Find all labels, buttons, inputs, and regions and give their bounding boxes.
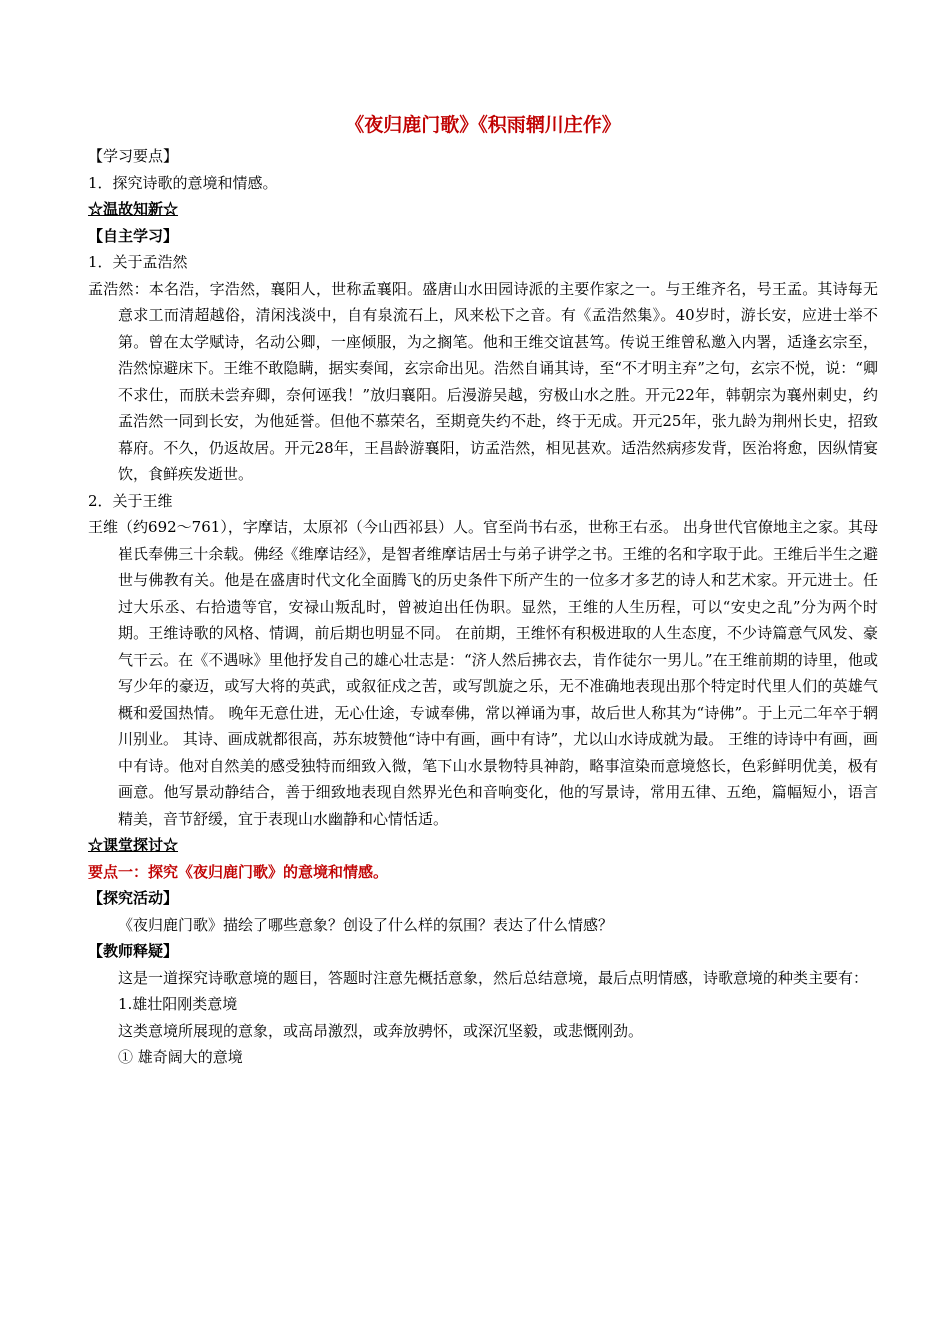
wang-wei-heading: 2．关于王维 — [88, 491, 173, 510]
type-one-description: 这类意境所展现的意象，或高昂激烈，或奔放骋怀，或深沉坚毅，或悲慨刚劲。 — [118, 1021, 644, 1040]
document-title: 《夜归鹿门歌》《积雨辋川庄作》 — [345, 114, 621, 136]
type-one-subitem: ① 雄奇阔大的意境 — [118, 1048, 243, 1066]
wang-wei-bio: 王维（约692～761），字摩诘，太原祁（今山西祁县）人。官至尚书右丞，世称王右丞。 出身世代官僚地主之家。其母崔氏奉佛三十余载。佛经《维摩诘经》，是智者维摩诘居士与弟子讲学之书。王维的名和字取于此。王维后半生之避世与佛教有关。他是在盛唐时代文化全面腾飞的历史条件下所产生的一位多才多艺的诗人和艺术家。开元进士。任过大乐丞、右拾遗等官，安禄山叛乱时，曾被迫出任伪职。显然，王维的人生历程，可以“安史之乱”分为两个时期。王维诗歌的风格、情调，前后期也明显不同。 在前期，王维怀有积极进取的人生态度，不少诗篇意气风发、豪气干云。在《不遇咏》里他抒发自己的雄心壮志是：“济人然后拂衣去，肯作徒尔一男儿。”在王维前期的诗里，他或写少年的豪迈，或写大将的英武，或叙征戍之苦，或写凯旋之乐，无不准确地表现出那个特定时代里人们的英雄气概和爱国热情。 晚年无意仕进，无心仕途，专诚奉佛，常以禅诵为事，故后世人称其为“诗佛”。于上元二年卒于辋川别业。 其诗、画成就都很高，苏东坡赞他“诗中有画，画中有诗”，尤以山水诗成就为最。 王维的诗诗中有画，画中有诗。他对自然美的感受独特而细致入微，笔下山水景物特具神韵，略事渲染而意境悠长，色彩鲜明优美，极有画意。他写景动静结合，善于细致地表现自然界光色和音响变化，他的写景诗，常用五律、五绝，篇幅短小，语言精美，音节舒缓，宜于表现山水幽静和心情恬适。 — [88, 518, 878, 828]
study-point-item: 1．探究诗歌的意境和情感。 — [88, 173, 278, 192]
key-point-one: 要点一：探究《夜归鹿门歌》的意境和情感。 — [88, 862, 389, 881]
teacher-header: 【教师释疑】 — [88, 942, 179, 960]
study-points-header: 【学习要点】 — [88, 147, 179, 165]
type-one-title: 1.雄壮阳刚类意境 — [118, 995, 238, 1013]
teacher-explanation: 这是一道探究诗歌意境的题目，答题时注意先概括意象，然后总结意境，最后点明情感，诗歌意境的种类主要有： — [118, 968, 869, 987]
document-page — [88, 112, 878, 1071]
review-section-header: ☆温故知新☆ — [88, 200, 179, 218]
meng-haoran-heading: 1．关于孟浩然 — [88, 253, 188, 271]
meng-haoran-bio: 孟浩然：本名浩，字浩然，襄阳人，世称孟襄阳。盛唐山水田园诗派的主要作家之一。与王维齐名，号王孟。其诗每无意求工而清超越俗，清闲浅淡中，自有泉流石上，风来松下之音。有《孟浩然集》。40岁时，游长安，应进士举不第。曾在太学赋诗，名动公卿，一座倾服，为之搁笔。他和王维交谊甚笃。传说王维曾私邀入内署，适逢玄宗至，浩然惊避床下。王维不敢隐瞒，据实奏闻，玄宗命出见。浩然自诵其诗，至“不才明主弃”之句，玄宗不悦，说：“卿不求仕，而朕未尝弃卿，奈何诬我！”放归襄阳。后漫游吴越，穷极山水之胜。开元22年，韩朝宗为襄州刺史，约孟浩然一同到长安，为他延誉。但他不慕荣名，至期竟失约不赴，终于无成。开元25年，张九龄为荆州长史，招致幕府。不久，仍返故居。开元28年，王昌龄游襄阳，访孟浩然，相见甚欢。适浩然病疹发背，医治将愈，因纵情宴饮，食鲜疾发逝世。 — [88, 279, 878, 483]
activity-question: 《夜归鹿门歌》描绘了哪些意象？创设了什么样的氛围？表达了什么情感？ — [118, 915, 614, 934]
classroom-section-header: ☆课堂探讨☆ — [88, 836, 179, 854]
self-study-header: 【自主学习】 — [88, 226, 179, 245]
activity-header: 【探究活动】 — [88, 889, 179, 907]
